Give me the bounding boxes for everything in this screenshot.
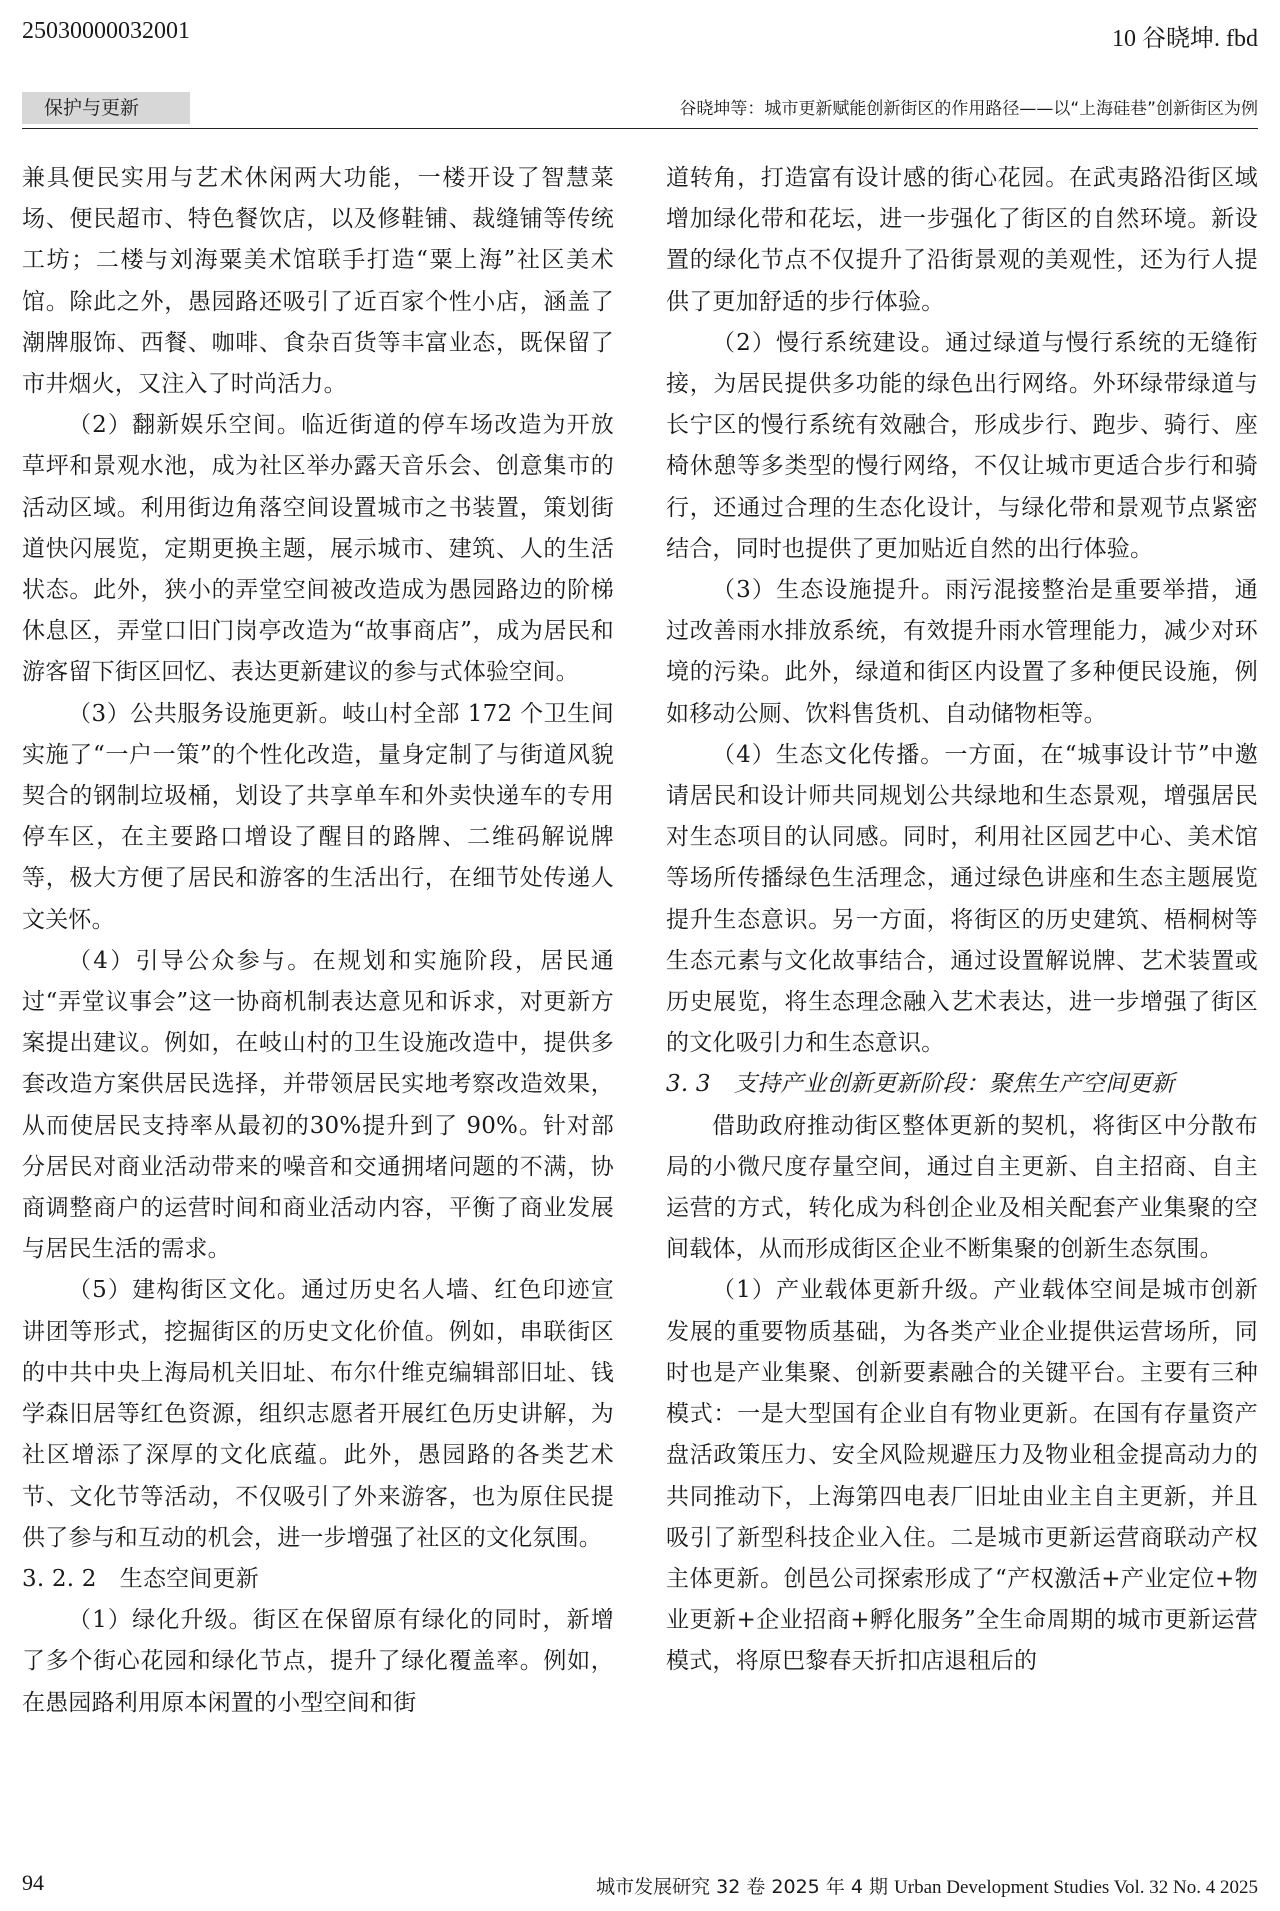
- paragraph: （2）慢行系统建设。通过绿道与慢行系统的无缝衔接，为居民提供多功能的绿色出行网络。外环绿带绿道与长宁区的慢行系统有效融合，形成步行、跑步、骑行、座椅休憩等多类型的慢行网络，不仅让城市更适合步行和骑行，还通过合理的生态化设计，与绿化带和景观节点紧密结合，同时也提供了更加贴近自然的出行体验。: [666, 329, 1258, 562]
- paragraph: （3）生态设施提升。雨污混接整治是重要举措，通过改善雨水排放系统，有效提升雨水管理能力，减少对环境的污染。此外，绿道和街区内设置了多种便民设施，例如移动公厕、饮料售货机、自动储物柜等。: [666, 577, 1258, 727]
- print-slug: [22, 18, 1258, 58]
- section-tag: 保护与更新: [22, 92, 190, 124]
- running-header: [22, 92, 1258, 126]
- paragraph: （1）产业载体更新升级。产业载体空间是城市创新发展的重要物质基础，为各类产业企业提供运营场所，同时也是产业集聚、创新要素融合的关键平台。主要有三种模式：一是大型国有企业自有物业更新。在国有存量资产盘活政策压力、安全风险规避压力及物业租金提高动力的共同推动下，上海第四电表厂旧址由业主自主更新，并且吸引了新型科技企业入住。二是城市更新运营商联动产权主体更新。创邑公司探索形成了“产权激活+产业定位+物业更新+企业招商+孵化服务”全生命周期的城市更新运营模式，将原巴黎春天折扣店退租后的: [666, 1277, 1258, 1675]
- journal-name-cn: 城市发展研究 32 卷 2025 年 4 期: [596, 1876, 888, 1898]
- paragraph: （1）绿化升级。街区在保留原有绿化的同时，新增了多个街心花园和绿化节点，提升了绿化覆盖率。例如，在愚园路利用原本闲置的小型空间和街: [22, 1607, 614, 1716]
- section-heading: 3. 2. 2 生态空间更新: [22, 1565, 259, 1592]
- paragraph: （2）翻新娱乐空间。临近街道的停车场改造为开放草坪和景观水池，成为社区举办露天音乐会、创意集市的活动区域。利用街边角落空间设置城市之书装置，策划街道快闪展览，定期更换主题，展示城市、建筑、人的生活状态。此外，狭小的弄堂空间被改造成为愚园路边的阶梯休息区，弄堂口旧门岗亭改造为“故事商店”，成为居民和游客留下街区回忆、表达更新建议的参与式体验空间。: [22, 412, 614, 686]
- running-title: 谷晓坤等：城市更新赋能创新街区的作用路径——以“上海硅巷”创新街区为例: [679, 99, 1258, 119]
- paragraph: 兼具便民实用与艺术休闲两大功能，一楼开设了智慧菜场、便民超市、特色餐饮店，以及修鞋铺、裁缝铺等传统工坊；二楼与刘海粟美术馆联手打造“粟上海”社区美术馆。除此之外，愚园路还吸引了近百家个性小店，涵盖了潮牌服饰、西餐、咖啡、食杂百货等丰富业态，既保留了市井烟火，又注入了时尚活力。: [22, 165, 614, 398]
- page-number: 94: [22, 1870, 44, 1895]
- header-rule: [22, 128, 1258, 129]
- paragraph: （4）生态文化传播。一方面，在“城事设计节”中邀请居民和设计师共同规划公共绿地和生态景观，增强居民对生态项目的认同感。同时，利用社区园艺中心、美术馆等场所传播绿色生活理念，通过绿色讲座和生态主题展览提升生态意识。另一方面，将街区的历史建筑、梧桐树等生态元素与文化故事结合，通过设置解说牌、艺术装置或历史展览，将生态理念融入艺术表达，进一步增强了街区的文化吸引力和生态意识。: [666, 741, 1258, 1057]
- paragraph: 道转角，打造富有设计感的街心花园。在武夷路沿街区域增加绿化带和花坛，进一步强化了街区的自然环境。新设置的绿化节点不仅提升了沿街景观的美观性，还为行人提供了更加舒适的步行体验。: [666, 165, 1258, 315]
- paragraph: 借助政府推动街区整体更新的契机，将街区中分散布局的小微尺度存量空间，通过自主更新、自主招商、自主运营的方式，转化成为科创企业及相关配套产业集聚的空间载体，从而形成街区企业不断集聚的创新生态氛围。: [666, 1112, 1258, 1263]
- paragraph: （5）建构街区文化。通过历史名人墙、红色印迹宣讲团等形式，挖掘街区的历史文化价值。例如，串联街区的中共中央上海局机关旧址、布尔什维克编辑部旧址、钱学森旧居等红色资源，组织志愿者开展红色历史讲解，为社区增添了深厚的文化底蕴。此外，愚园路的各类艺术节、文化节等活动，不仅吸引了外来游客，也为原住民提供了参与和互动的机会，进一步增强了社区的文化氛围。: [22, 1277, 614, 1551]
- journal-name-en: Urban Development Studies Vol. 32 No. 4 2025: [894, 1877, 1258, 1898]
- page-footer: [22, 1870, 1258, 1900]
- document-id: 25030000032001: [22, 18, 190, 44]
- paragraph: （4）引导公众参与。在规划和实施阶段，居民通过“弄堂议事会”这一协商机制表达意见和诉求，对更新方案提出建议。例如，在岐山村的卫生设施改造中，提供多套改造方案供居民选择，并带领居民实地考察改造效果，从而使居民支持率从最初的30%提升到了 90%。针对部分居民对商业活动带来的噪音和交通拥堵问题的不满，协商调整商户的运营时间和商业活动内容，平衡了商业发展与居民生活的需求。: [22, 947, 614, 1263]
- section-heading: 3. 3 支持产业创新更新阶段：聚焦生产空间更新: [666, 1071, 1175, 1098]
- left-column: [22, 158, 614, 1724]
- paragraph: （3）公共服务设施更新。岐山村全部 172 个卫生间实施了“一户一策”的个性化改造，量身定制了与街道风貌契合的钢制垃圾桶，划设了共享单车和外卖快递车的专用停车区，在主要路口增设了醒目的路牌、二维码解说牌等，极大方便了居民和游客的生活出行，在细节处传递人文关怀。: [22, 700, 614, 933]
- document-file-name: 10 谷晓坤. fbd: [1112, 26, 1258, 52]
- right-column: [666, 158, 1258, 1683]
- journal-citation: [596, 1872, 1258, 1899]
